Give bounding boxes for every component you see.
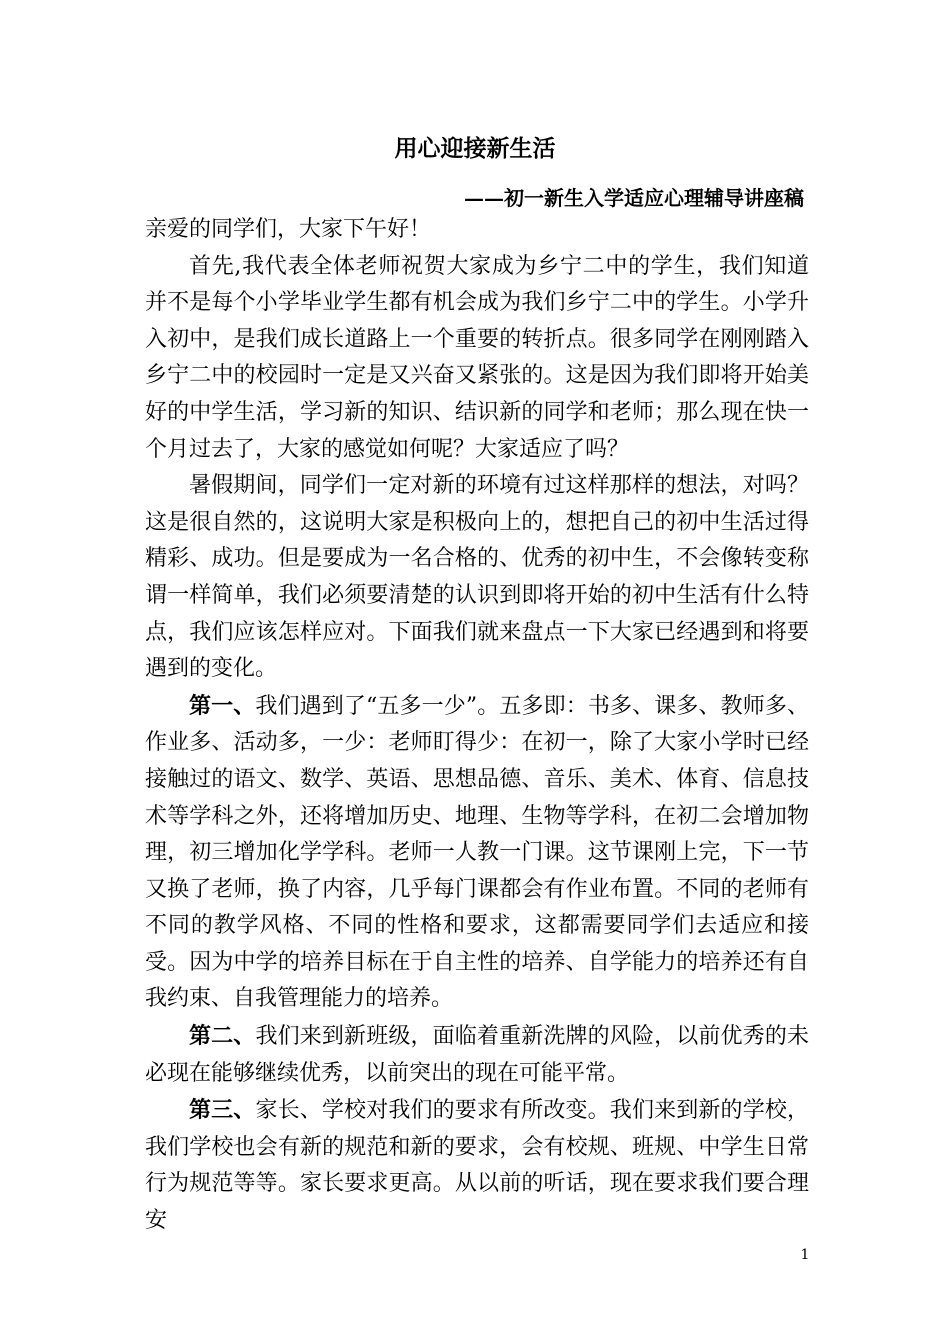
paragraph-text: 家长、学校对我们的要求有所改变。我们来到新的学校，我们学校也会有新的规范和新的要求，会有校规、班规、中学生日常行为规范等等。家长要求更高。从以前的听话，现在要求我们要合理安: [145, 1098, 809, 1234]
paragraph-text: 暑假期间，同学们一定对新的环境有过这样那样的想法，对吗？这是很自然的，这说明大家是积极向上的，想把自己的初中生活过得精彩、成功。但是要成为一名合格的、优秀的初中生，不会像转变称谓一样简单，我们必须要清楚的认识到即将开始的初中生活有什么特点，我们应该怎样应对。下面我们就来盘点一下大家已经遇到和将要遇到的变化。: [145, 473, 809, 682]
paragraph-text: 我们来到新班级，面临着重新洗牌的风险，以前优秀的未必现在能够继续优秀，以前突出的现在可能平常。: [145, 1024, 809, 1086]
document-title: 用心迎接新生活: [394, 135, 556, 162]
paragraph-lead: 第三、: [189, 1097, 256, 1124]
paragraph-lead: 第一、: [189, 692, 256, 719]
body-paragraph: [145, 1018, 809, 1092]
body-paragraph: [145, 249, 809, 469]
body-paragraph: [145, 468, 809, 688]
paragraph-lead: 第二、: [189, 1023, 256, 1050]
document-body: [145, 212, 809, 1240]
body-paragraph: [145, 688, 809, 1018]
page-number: 1: [800, 1247, 810, 1263]
paragraph-text: 首先,我代表全体老师祝贺大家成为乡宁二中的学生，我们知道并不是每个小学毕业学生都有机会成为我们乡宁二中的学生。小学升入初中，是我们成长道路上一个重要的转折点。很多同学在刚刚踏入乡宁二中的校园时一定是又兴奋又紧张的。这是因为我们即将开始美好的中学生活，学习新的知识、结识新的同学和老师；那么现在快一个月过去了，大家的感觉如何呢？大家适应了吗？: [145, 253, 809, 462]
greeting-paragraph: 亲爱的同学们，大家下午好！: [145, 217, 432, 242]
document-subtitle: ——初一新生入学适应心理辅导讲座稿: [464, 186, 804, 210]
body-paragraph: [145, 1092, 809, 1239]
paragraph-text: 我们遇到了“五多一少”。五多即：书多、课多、教师多、作业多、活动多，一少：老师盯得少：在初一，除了大家小学时已经接触过的语文、数学、英语、思想品德、音乐、美术、体育、信息技术等学科之外，还将增加历史、地理、生物等学科，在初二会增加物理，初三增加化学学科。老师一人教一门课。这节课刚上完，下一节又换了老师，换了内容，几乎每门课都会有作业布置。不同的老师有不同的教学风格、不同的性格和要求，这都需要同学们去适应和接受。因为中学的培养目标在于自主性的培养、自学能力的培养还有自我约束、自我管理能力的培养。: [145, 693, 809, 1012]
